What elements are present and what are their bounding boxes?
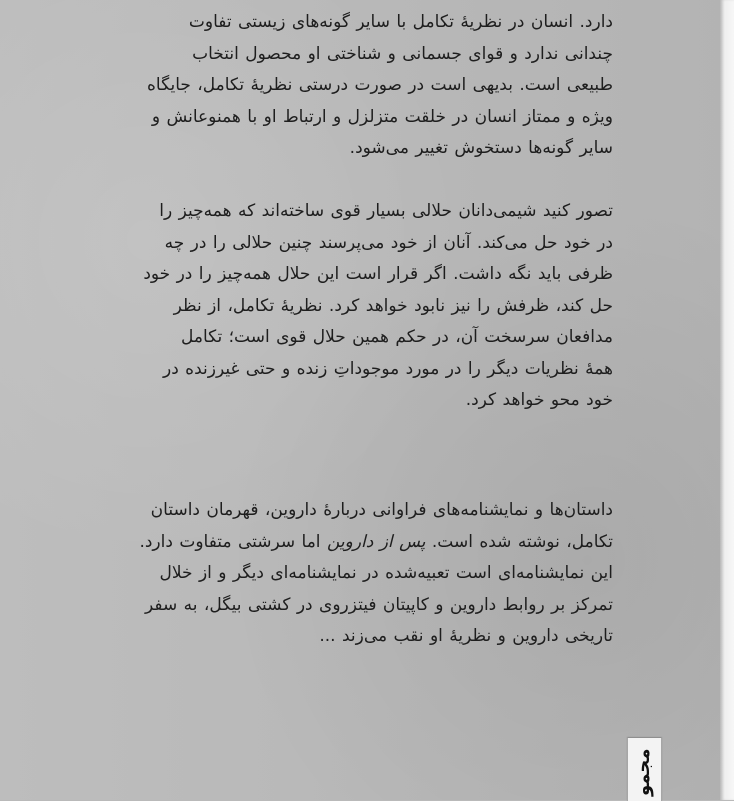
text-line: این نمایشنامه‌ای است تعبیه‌شده در نمایشنامه‌ای دیگر و از خلال [159, 563, 613, 583]
text-line: خود محو خواهد کرد. [465, 390, 613, 410]
text-line: تاریخی داروین و نظریهٔ او نقب می‌زند ... [319, 626, 613, 646]
page-right-edge [720, 0, 734, 800]
play-title: پس از داروین [326, 531, 426, 552]
text-fragment: اما سرشتی متفاوت دارد. [139, 531, 327, 552]
paragraph-evolution-human [113, 7, 613, 165]
paragraph-solvent-analogy [113, 196, 613, 417]
text-line: در خود حل می‌کند. آنان از خود می‌پرسند چنین حلالی را در چه [164, 232, 613, 253]
text-line: مدافعان سرسخت آن، در حکم همین حلال قوی است؛ تکامل [180, 327, 613, 347]
text-line: چندانی ندارد و قوای جسمانی و شناختی او محصول انتخاب [192, 43, 613, 64]
series-tab [627, 737, 662, 801]
text-line: داستان‌ها و نمایشنامه‌های فراوانی دربارهٔ داروین، قهرمان داستان [150, 500, 613, 520]
text-line: سایر گونه‌ها دستخوش تغییر می‌شود. [349, 138, 613, 158]
paragraph-play-description [113, 495, 613, 653]
text-line: همهٔ نظریات دیگر را در مورد موجوداتِ زنده و حتی غیرزنده در [163, 358, 613, 379]
text-line: ظرفی باید نگه داشت. اگر قرار است این حلال همه‌چیز را در خود [143, 264, 613, 284]
text-line: تمرکز بر روابط داروین و کاپیتان فیتزروی در کشتی بیگل، به سفر [144, 594, 613, 615]
text-fragment: تکامل، نوشته شده است. [425, 531, 613, 552]
text-line-with-title [113, 527, 613, 559]
text-line: دارد. انسان در نظریهٔ تکامل با سایر گونه‌های زیستی تفاوت [188, 12, 613, 32]
series-tab-label: مجمو [633, 748, 654, 796]
text-line: حل کند، ظرفش را نیز نابود خواهد کرد. نظریهٔ تکامل، از نظر [173, 295, 613, 316]
text-line: ویژه و ممتاز انسان در خلقت متزلزل و ارتباط او با همنوعانش و [151, 106, 613, 127]
text-line: تصور کنید شیمی‌دانان حلالی بسیار قوی ساخته‌اند که همه‌چیز را [159, 201, 613, 221]
text-line: طبیعی است. بدیهی است در صورت درستی نظریهٔ تکامل، جایگاه [146, 75, 613, 95]
